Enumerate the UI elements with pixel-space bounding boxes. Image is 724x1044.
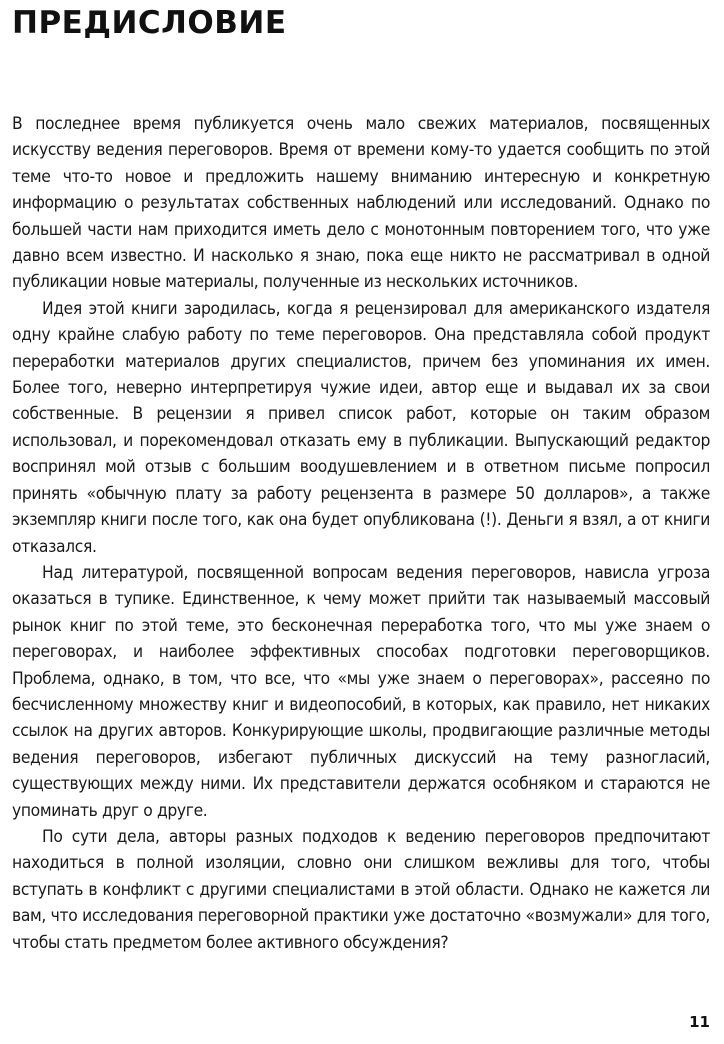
page-number: 11 (689, 1013, 710, 1031)
paragraph-1: В последнее время публикуется очень мало свежих материалов, посвященных искусству ведения переговоров. Время от времени кому-то удается сообщить по этой теме что-то новое и предложить нашему вниманию интересную и конкретную информацию о результатах собственных наблюдений или исследований. Однако по большей части нам приходится иметь дело с монотонным повторением того, что уже давно всем известно. И насколько я знаю, пока еще никто не рассматривал в одной публикации новые материалы, полученные из нескольких источников. (12, 114, 710, 293)
paragraph-2: Идея этой книги зародилась, когда я рецензировал для американского издателя одну крайне слабую работу по теме переговоров. Она представляла собой продукт переработки материалов других специалистов, причем без упоминания их имен. Более того, неверно интерпретируя чужие идеи, автор еще и выдавал их за свои собственные. В рецензии я привел список работ, которые он таким образом использовал, и порекомендовал отказать ему в публикации. Выпускающий редактор воспринял мой отзыв с большим воодушевлением и в ответном письме попросил принять «обычную плату за работу рецензента в размере 50 долларов», а также экземпляр книги после того, как она будет опубликована (!). Деньги я взял, а от книги отказался. (12, 298, 710, 557)
chapter-title: ПРЕДИСЛОВИЕ (12, 5, 287, 41)
body-text (12, 111, 710, 956)
paragraph-3: Над литературой, посвященной вопросам ведения переговоров, нависла угроза оказаться в тупике. Единственное, к чему может прийти так называемый массовый рынок книг по этой теме, это бесконечная переработка того, что мы уже знаем о переговорах, и наиболее эффективных способах подготовки переговорщиков. Проблема, однако, в том, что все, что «мы уже знаем о переговорах», рассеяно по бесчисленному множеству книг и видеопособий, в которых, как правило, нет никаких ссылок на других авторов. Конкурирующие школы, продвигающие различные методы ведения переговоров, избегают публичных дискуссий на тему разногласий, существующих между ними. Их представители держатся особняком и стараются не упоминать друг о друге. (12, 562, 710, 821)
paragraph-4: По сути дела, авторы разных подходов к ведению переговоров предпочитают находиться в полной изоляции, словно они слишком вежливы для того, чтобы вступать в конфликт с другими специалистами в этой области. Однако не кажется ли вам, что исследования переговорной практики уже достаточно «возмужали» для того, чтобы стать предметом более активного обсуждения? (12, 826, 710, 953)
